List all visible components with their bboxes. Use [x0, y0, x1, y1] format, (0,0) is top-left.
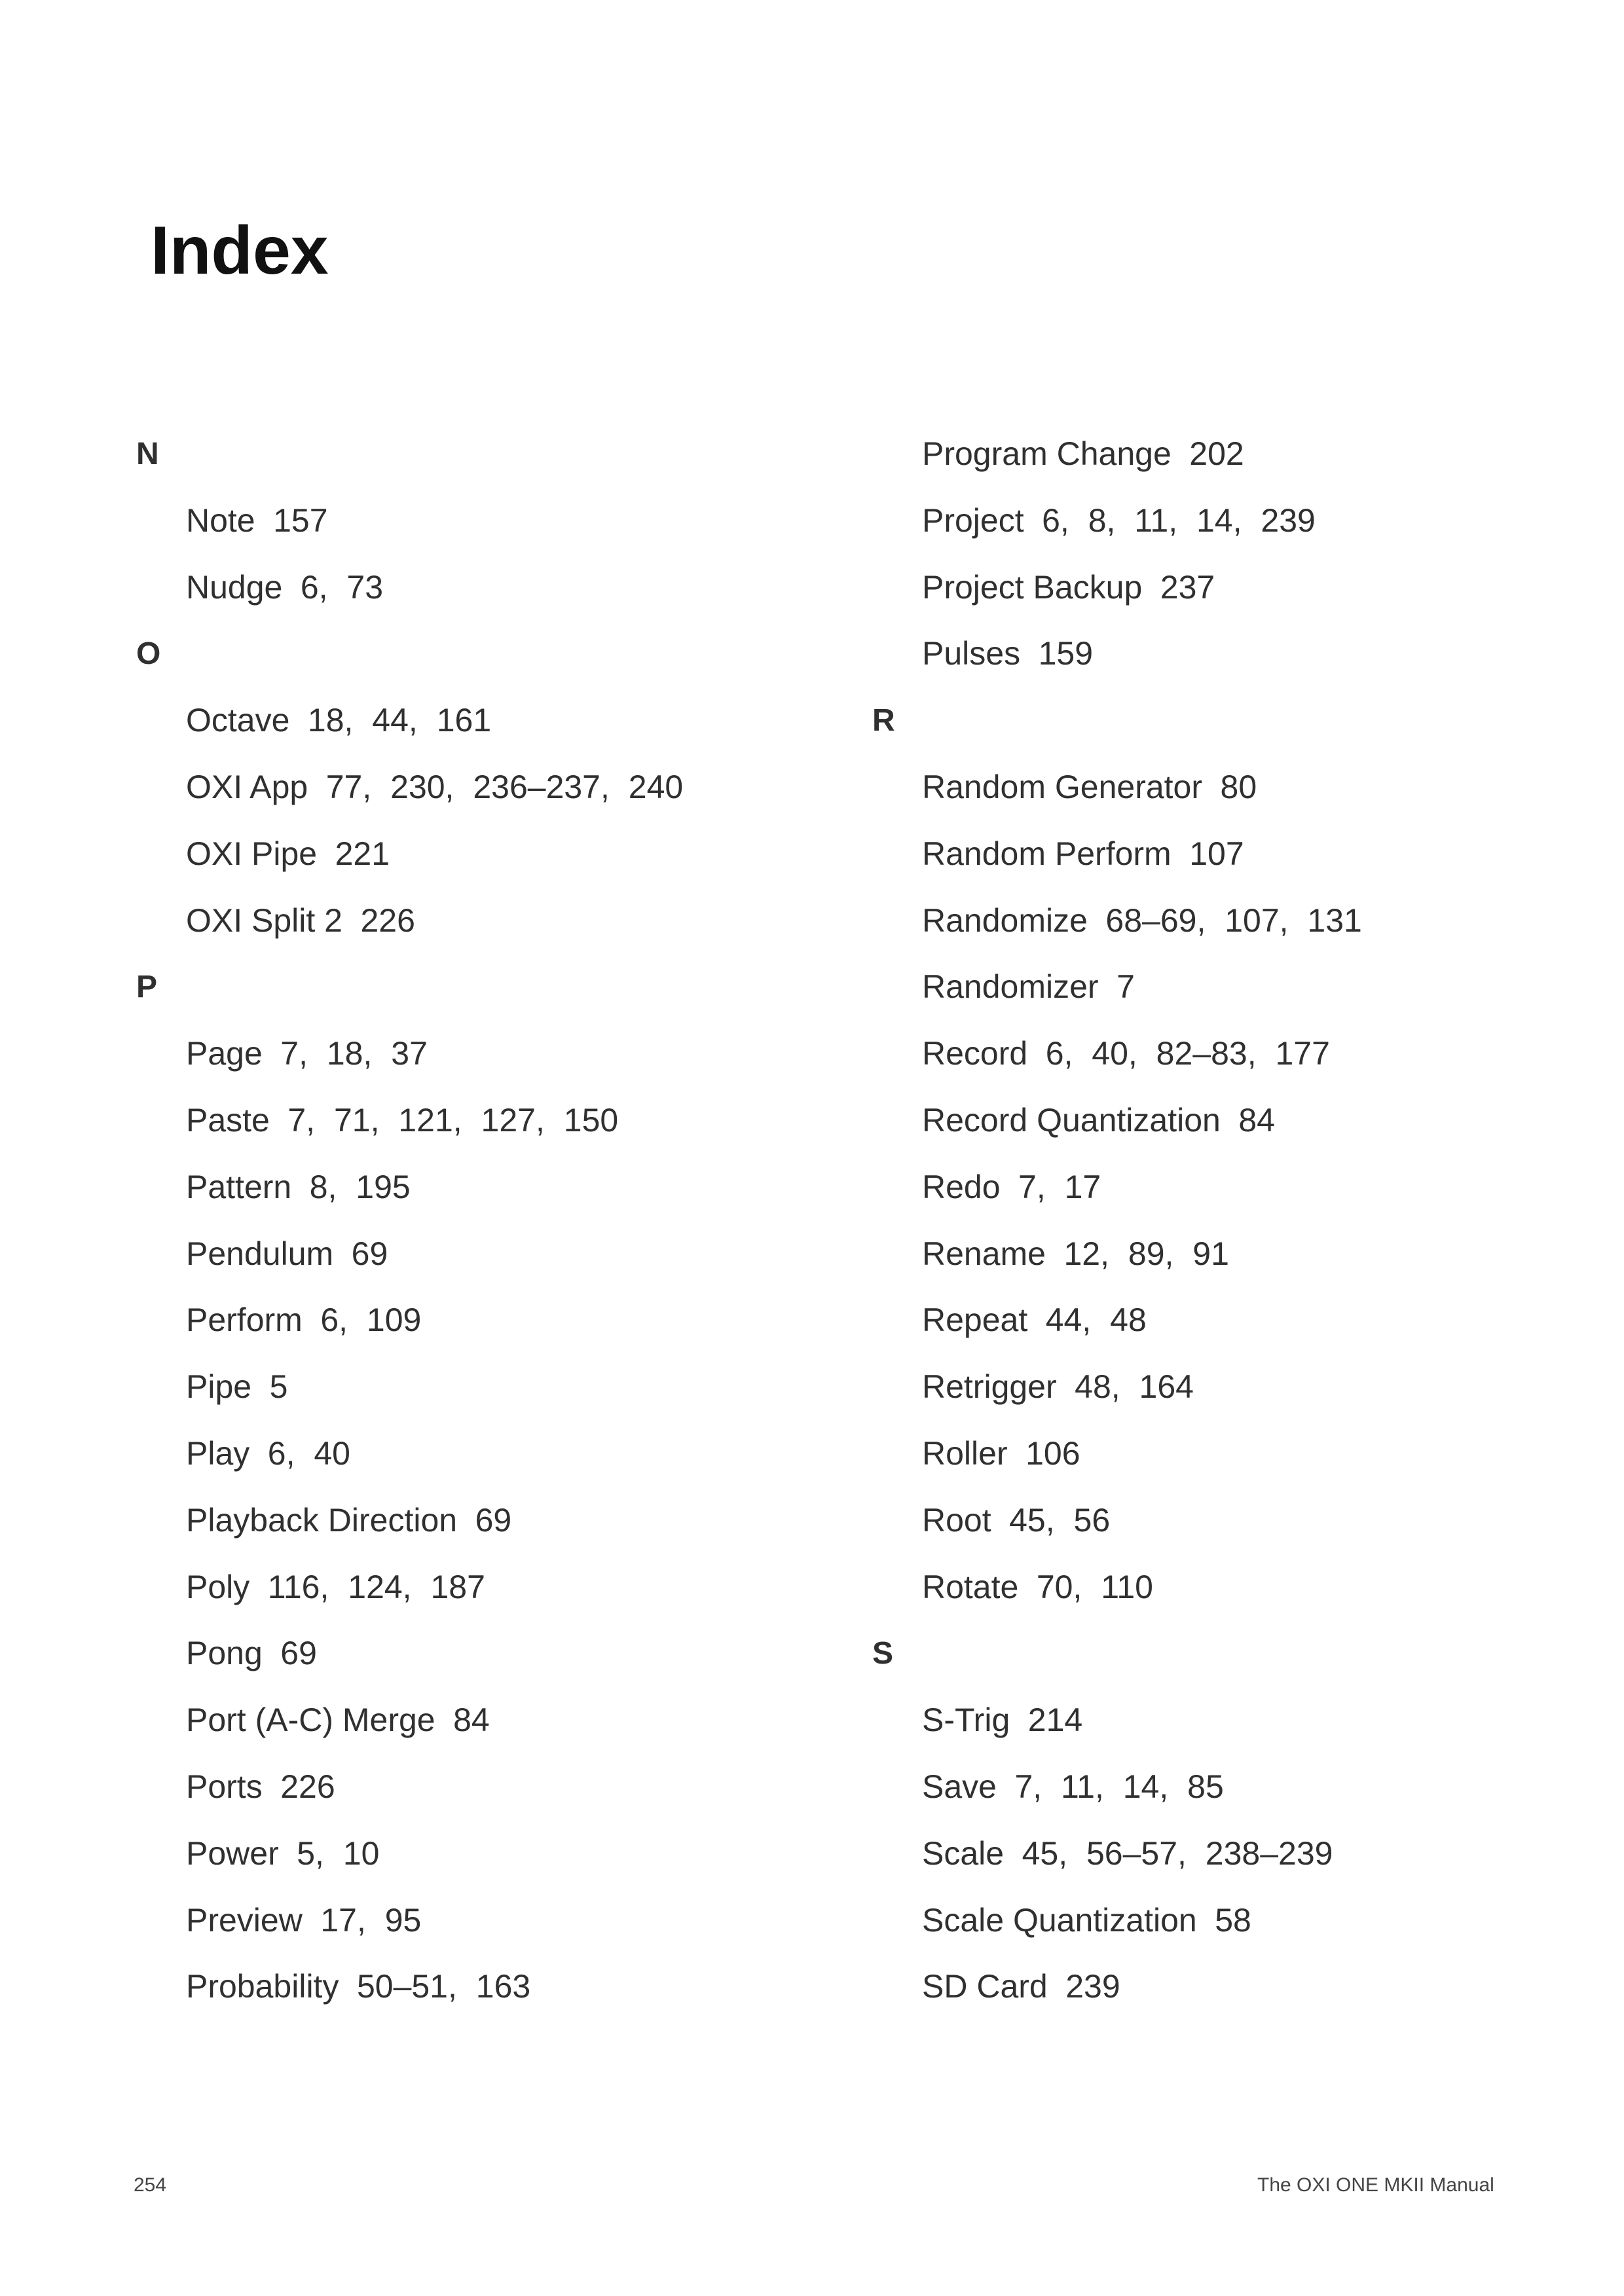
index-page-refs: 45, 56 [1009, 1501, 1111, 1539]
index-term: OXI Pipe [186, 835, 318, 872]
index-entry [872, 1287, 1593, 1354]
index-term: Pendulum [186, 1235, 334, 1272]
index-term: Pipe [186, 1368, 252, 1406]
index-page-refs: 48, 164 [1075, 1368, 1194, 1406]
index-term: Random Generator [922, 768, 1203, 805]
index-page-refs: 226 [360, 902, 415, 939]
index-term: Root [922, 1501, 991, 1539]
index-entry [872, 1754, 1593, 1821]
index-page-refs: 58 [1215, 1901, 1251, 1939]
index-page-refs: 68–69, 107, 131 [1105, 902, 1362, 939]
index-page-refs: 226 [280, 1768, 335, 1805]
index-entry [136, 1287, 857, 1354]
index-page-refs: 239 [1065, 1968, 1120, 2005]
index-page-refs: 17, 95 [320, 1901, 422, 1939]
index-term: Repeat [922, 1302, 1028, 1339]
index-term: Power [186, 1834, 279, 1872]
index-term: Octave [186, 702, 290, 739]
index-page-refs: 18, 44, 161 [307, 702, 492, 739]
index-page-refs: 6, 8, 11, 14, 239 [1042, 501, 1316, 539]
index-term: Paste [186, 1101, 270, 1139]
index-column-right [872, 421, 1593, 2020]
index-entry [872, 888, 1593, 955]
index-term: Perform [186, 1302, 303, 1339]
index-term: Ports [186, 1768, 263, 1805]
index-entry [136, 1554, 857, 1621]
index-entry [136, 1821, 857, 1887]
index-entry [136, 1354, 857, 1421]
index-entry [872, 421, 1593, 488]
index-page-refs: 107 [1189, 835, 1244, 872]
index-entry [136, 1154, 857, 1221]
index-page-refs: 159 [1038, 635, 1094, 672]
index-term: Poly [186, 1568, 250, 1605]
index-term: OXI App [186, 768, 308, 805]
index-entry [136, 1487, 857, 1554]
index-page-refs: 106 [1025, 1434, 1080, 1472]
index-page-refs: 44, 48 [1045, 1302, 1147, 1339]
index-entry [872, 1687, 1593, 1754]
index-entry [872, 754, 1593, 821]
index-entry [872, 821, 1593, 888]
index-entry [872, 1487, 1593, 1554]
index-letter-heading: R [872, 703, 895, 738]
index-term: Retrigger [922, 1368, 1057, 1406]
index-entry [872, 1154, 1593, 1221]
index-entry [136, 1954, 857, 2020]
index-term: Save [922, 1768, 997, 1805]
index-entry [136, 1221, 857, 1288]
index-page-refs: 6, 109 [320, 1302, 422, 1339]
index-entry [872, 954, 1593, 1021]
index-page-refs: 7, 17 [1018, 1168, 1101, 1205]
index-entry [872, 1421, 1593, 1487]
index-column-left [136, 421, 857, 2020]
index-letter-heading: O [136, 636, 161, 672]
index-entry [872, 1954, 1593, 2020]
index-entry [136, 821, 857, 888]
index-term: Record [922, 1035, 1028, 1072]
index-term: Pulses [922, 635, 1021, 672]
index-term: Preview [186, 1901, 303, 1939]
index-term: Port (A-C) Merge [186, 1702, 435, 1739]
index-term: Random Perform [922, 835, 1172, 872]
index-entry [872, 1354, 1593, 1421]
index-entry [872, 1021, 1593, 1087]
index-entry [872, 1887, 1593, 1954]
index-page-refs: 50–51, 163 [356, 1968, 531, 2005]
index-term: Roller [922, 1434, 1008, 1472]
index-entry [136, 1754, 857, 1821]
index-page-refs: 7, 71, 121, 127, 150 [287, 1101, 619, 1139]
index-entry [136, 555, 857, 621]
index-page-refs: 80 [1220, 768, 1257, 805]
index-page-refs: 69 [280, 1635, 317, 1672]
index-page-refs: 7 [1116, 968, 1135, 1006]
index-term: Program Change [922, 435, 1172, 472]
index-term: Note [186, 501, 255, 539]
index-term: Pong [186, 1635, 263, 1672]
index-page-refs: 84 [453, 1702, 490, 1739]
index-page-refs: 5 [269, 1368, 288, 1406]
index-page-refs: 69 [351, 1235, 388, 1272]
index-term: SD Card [922, 1968, 1048, 2005]
index-page-refs: 77, 230, 236–237, 240 [325, 768, 684, 805]
index-entry [872, 488, 1593, 555]
index-page-refs: 221 [335, 835, 390, 872]
index-entry [136, 1620, 857, 1687]
index-letter-heading: S [872, 1636, 894, 1671]
index-entry [136, 1421, 857, 1487]
index-term: Redo [922, 1168, 1001, 1205]
index-entry [872, 621, 1593, 687]
index-term: Probability [186, 1968, 339, 2005]
index-entry [136, 488, 857, 555]
index-page-refs: 116, 124, 187 [267, 1568, 485, 1605]
index-entry [136, 888, 857, 955]
index-term: Play [186, 1434, 250, 1472]
page-title: Index [151, 213, 329, 289]
index-page-refs: 214 [1027, 1702, 1083, 1739]
index-term: Randomizer [922, 968, 1099, 1006]
index-page-refs: 7, 18, 37 [280, 1035, 428, 1072]
index-entry [872, 1221, 1593, 1288]
index-page-refs: 6, 40 [267, 1434, 350, 1472]
index-entry [872, 555, 1593, 621]
index-page-refs: 69 [475, 1501, 512, 1539]
manual-title: The OXI ONE MKII Manual [1257, 2174, 1494, 2196]
index-entry [872, 1821, 1593, 1887]
index-page-refs: 84 [1238, 1101, 1275, 1139]
index-term: Project [922, 501, 1024, 539]
index-term: Project Backup [922, 568, 1143, 606]
index-page-refs: 6, 40, 82–83, 177 [1045, 1035, 1330, 1072]
index-page-refs: 70, 110 [1036, 1568, 1153, 1605]
index-page-refs: 45, 56–57, 238–239 [1022, 1834, 1333, 1872]
index-term: OXI Split 2 [186, 902, 342, 939]
index-page-refs: 237 [1160, 568, 1215, 606]
index-page-refs: 7, 11, 14, 85 [1014, 1768, 1224, 1805]
index-term: Pattern [186, 1168, 292, 1205]
index-term: Rename [922, 1235, 1046, 1272]
page-number: 254 [134, 2174, 167, 2196]
index-term: S-Trig [922, 1702, 1010, 1739]
index-term: Playback Direction [186, 1501, 458, 1539]
index-term: Page [186, 1035, 263, 1072]
index-entry [136, 754, 857, 821]
index-letter-heading: N [136, 437, 159, 471]
index-entry [136, 687, 857, 754]
index-page-refs: 157 [273, 501, 328, 539]
index-term: Randomize [922, 902, 1088, 939]
index-term: Scale [922, 1834, 1005, 1872]
index-entry [136, 1087, 857, 1154]
index-term: Record Quantization [922, 1101, 1221, 1139]
index-entry [872, 1554, 1593, 1621]
index-page-refs: 5, 10 [297, 1834, 380, 1872]
index-term: Rotate [922, 1568, 1019, 1605]
index-page-refs: 12, 89, 91 [1063, 1235, 1229, 1272]
index-term: Scale Quantization [922, 1901, 1197, 1939]
index-entry [872, 1087, 1593, 1154]
index-page-refs: 6, 73 [300, 568, 384, 606]
index-page-refs: 8, 195 [309, 1168, 411, 1205]
index-term: Nudge [186, 568, 283, 606]
index-entry [136, 1687, 857, 1754]
index-letter-heading: P [136, 970, 158, 1005]
index-entry [136, 1021, 857, 1087]
index-page-refs: 202 [1189, 435, 1244, 472]
index-entry [136, 1887, 857, 1954]
